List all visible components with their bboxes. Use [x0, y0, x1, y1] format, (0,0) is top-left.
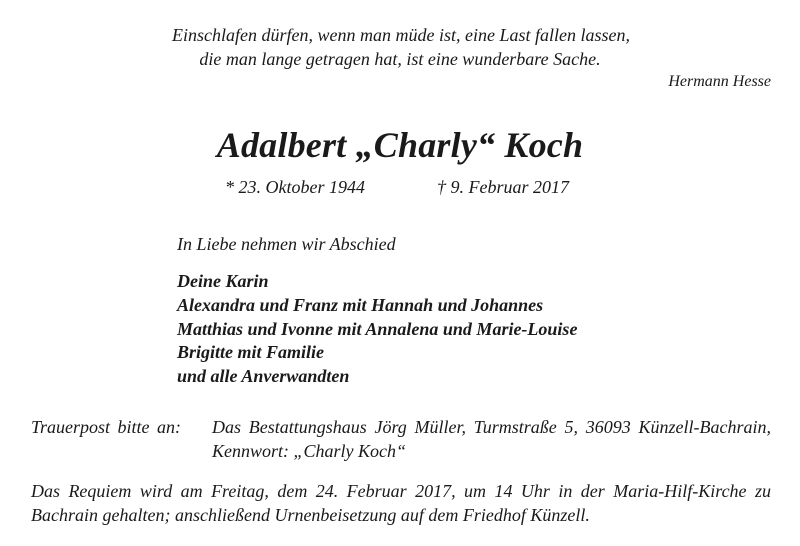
birth-date: * 23. Oktober 1944 [225, 177, 365, 197]
quote-line-2: die man lange getragen hat, ist eine wunderbare Sache. [199, 49, 601, 69]
deceased-name: Adalbert „Charly“ Koch [216, 125, 584, 165]
hesse-quote [0, 23, 800, 71]
requiem-notice: Das Requiem wird am Freitag, dem 24. Februar 2017, um 14 Uhr in der Maria-Hilf-Kirche zu Bachrain gehalten; anschließend Urnenbeisetzung auf dem Friedhof Künzell. [31, 481, 771, 525]
quote-author: Hermann Hesse [668, 73, 771, 90]
mourner-line: Deine Karin [177, 271, 269, 291]
death-date: † 9. Februar 2017 [437, 177, 569, 197]
farewell-line: In Liebe nehmen wir Abschied [177, 234, 396, 254]
mourners-list [177, 270, 577, 389]
mourner-line: Alexandra und Franz mit Hannah und Johannes [177, 294, 544, 315]
mourner-line: Matthias und Ivonne mit Annalena und Marie-Louise [177, 318, 578, 339]
mourner-line: Brigitte mit Familie [177, 342, 325, 363]
quote-line-1: Einschlafen dürfen, wenn man müde ist, eine Last fallen lassen, [172, 25, 630, 45]
trauerpost-address: Das Bestattungshaus Jörg Müller, Turmstraße 5, 36093 Künzell-Bachrain, Kennwort: „Charly Koch“ [212, 417, 771, 461]
mourner-line: und alle Anverwandten [177, 366, 350, 387]
trauerpost-label: Trauerpost bitte an: [31, 417, 182, 437]
